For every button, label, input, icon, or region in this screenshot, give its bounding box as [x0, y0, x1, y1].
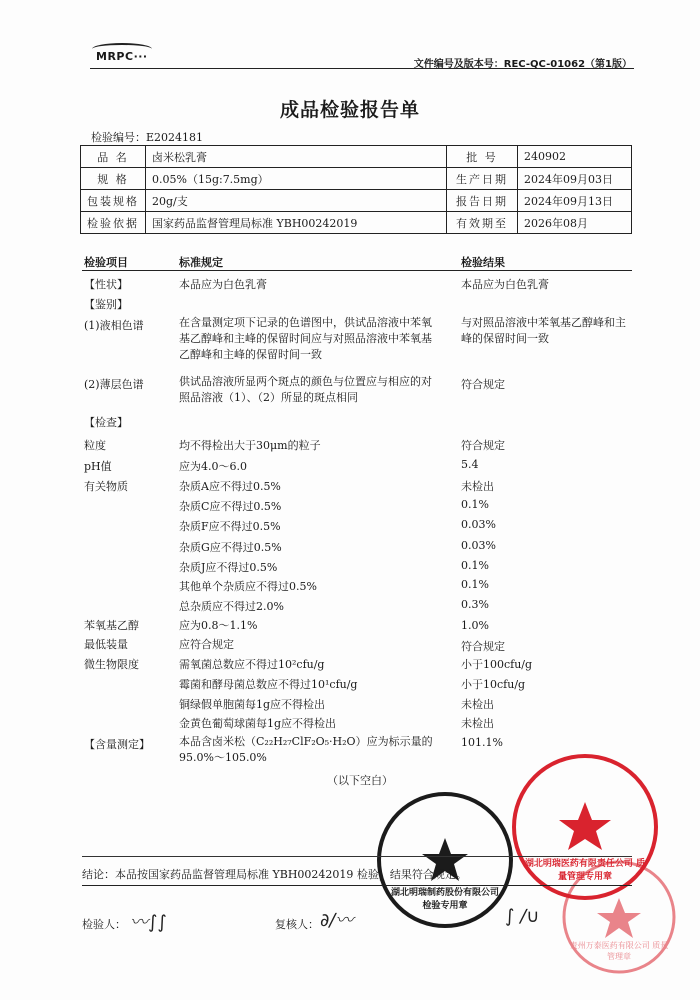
row-result: 符合规定	[461, 439, 505, 452]
row-standard: 总杂质应不得过2.0%	[179, 600, 284, 613]
row-item: 有关物质	[84, 480, 128, 493]
row-result: 小于100cfu/g	[461, 658, 533, 671]
batch-value: 240902	[518, 146, 632, 168]
spec-label: 规 格	[81, 168, 146, 190]
expiry-label: 有效期至	[447, 212, 518, 234]
row-result: 0.03%	[461, 518, 496, 531]
row-result: 未检出	[461, 717, 494, 730]
row-standard: 其他单个杂质应不得过0.5%	[179, 580, 317, 593]
conclusion-rule-top	[82, 856, 632, 857]
row-item: 【检查】	[84, 416, 128, 429]
row-standard: 杂质G应不得过0.5%	[179, 541, 282, 554]
header-rule	[82, 270, 632, 271]
row-item: (2)薄层色谱	[84, 378, 144, 391]
column-header-result: 检验结果	[461, 256, 505, 269]
row-item: 粒度	[84, 439, 106, 452]
row-item: 【鉴别】	[84, 298, 128, 311]
row-result: 0.1%	[461, 578, 489, 591]
report-number: 检验编号：E2024181	[91, 131, 204, 144]
product-value: 卤米松乳膏	[146, 146, 447, 168]
row-item: 【性状】	[84, 278, 128, 291]
conclusion-rule-bottom	[82, 885, 632, 886]
inspection-seal	[375, 790, 515, 930]
pack-value: 20g/支	[146, 190, 447, 212]
reviewer-label: 复核人：	[275, 918, 319, 931]
column-header-standard: 标准规定	[179, 256, 223, 269]
third-seal	[560, 858, 678, 976]
row-standard: 需氧菌总数应不得过10²cfu/g	[179, 658, 325, 671]
inspection-seal-text: 湖北明瑞制药股份有限公司 检验专用章	[390, 888, 499, 911]
pack-label: 包装规格	[81, 190, 146, 212]
product-label: 品 名	[81, 146, 146, 168]
document-number: 文件编号及版本号：REC-QC-01062（第1版）	[413, 59, 632, 70]
row-result: 1.0%	[461, 619, 489, 632]
row-standard: 杂质J应不得过0.5%	[179, 561, 278, 574]
row-result: 0.1%	[461, 498, 489, 511]
third-seal-text: 贵州万泰医药有限公司 质量管理章	[569, 941, 669, 961]
column-header-item: 检验项目	[84, 256, 128, 269]
row-item: 最低装量	[84, 638, 128, 651]
row-result: 小于10cfu/g	[461, 678, 526, 691]
report-date-label: 报告日期	[447, 190, 518, 212]
row-standard: 应为0.8～1.1%	[179, 619, 258, 632]
basis-label: 检验依据	[81, 212, 146, 234]
row-standard: 杂质C应不得过0.5%	[179, 500, 282, 513]
mfg-date-value: 2024年09月03日	[518, 168, 632, 190]
blank-note: （以下空白）	[327, 774, 393, 787]
product-info-table	[80, 145, 632, 234]
row-result: 本品应为白色乳膏	[461, 278, 549, 291]
row-standard: 霉菌和酵母菌总数应不得过10¹cfu/g	[179, 678, 358, 691]
header-divider	[90, 68, 634, 69]
row-result: 101.1%	[461, 736, 503, 749]
row-result: 0.1%	[461, 559, 489, 572]
row-result: 符合规定	[461, 378, 505, 391]
row-standard: 杂质A应不得过0.5%	[179, 480, 281, 493]
report-date-value: 2024年09月13日	[518, 190, 632, 212]
row-item: (1)液相色谱	[84, 319, 144, 332]
row-standard: 本品应为白色乳膏	[179, 278, 267, 291]
row-standard: 本品含卤米松（C₂₂H₂₇ClF₂O₅·H₂O）应为标示量的95.0%～105.0%	[179, 735, 433, 764]
approver-signature: ∫ ∕∪	[505, 906, 540, 927]
row-standard: 铜绿假单胞菌每1g应不得检出	[179, 698, 326, 711]
row-result: 0.3%	[461, 598, 489, 611]
spec-value: 0.05%（15g:7.5mg）	[146, 168, 447, 190]
row-standard: 金黄色葡萄球菌每1g应不得检出	[179, 717, 337, 730]
row-standard: 应符合规定	[179, 638, 234, 651]
row-result: 未检出	[461, 480, 494, 493]
row-standard: 均不得检出大于30μm的粒子	[179, 439, 321, 452]
batch-label: 批 号	[447, 146, 518, 168]
row-standard: 应为4.0～6.0	[179, 460, 247, 473]
row-standard: 杂质F应不得过0.5%	[179, 520, 281, 533]
row-result: 0.03%	[461, 539, 496, 552]
reviewer-signature: ∂∕〰	[320, 910, 354, 931]
mfg-date-label: 生产日期	[447, 168, 518, 190]
row-item: 微生物限度	[84, 658, 139, 671]
row-item: pH值	[84, 460, 112, 473]
row-item: 【含量测定】	[84, 738, 150, 751]
qa-seal-text: 湖北明瑞医药有限责任公司 质量管理专用章	[524, 859, 646, 882]
basis-value: 国家药品监督管理局标准 YBH00242019	[146, 212, 447, 234]
row-standard: 在含量测定项下记录的色谱图中，供试品溶液中苯氧基乙醇峰和主峰的保留时间应与对照品溶液中苯氧基乙醇峰和主峰的保留时间一致	[179, 316, 432, 361]
row-result: 符合规定	[461, 640, 505, 653]
row-result: 未检出	[461, 698, 494, 711]
conclusion-text: 结论：本品按国家药品监督管理局标准 YBH00242019 检验，结果符合规定。	[82, 868, 467, 881]
row-result: 与对照品溶液中苯氧基乙醇峰和主峰的保留时间一致	[461, 316, 626, 345]
row-item: 苯氧基乙醇	[84, 619, 139, 632]
row-result: 5.4	[461, 458, 479, 471]
inspector-label: 检验人：	[82, 918, 126, 931]
company-logo: MRPC···	[96, 50, 148, 63]
inspector-signature: 〰∫∫	[130, 912, 167, 933]
report-title: 成品检验报告单	[279, 99, 420, 121]
row-standard: 供试品溶液所显两个斑点的颜色与位置应与相应的对照品溶液（1）、（2）所显的斑点相同	[179, 375, 432, 404]
expiry-value: 2026年08月	[518, 212, 632, 234]
